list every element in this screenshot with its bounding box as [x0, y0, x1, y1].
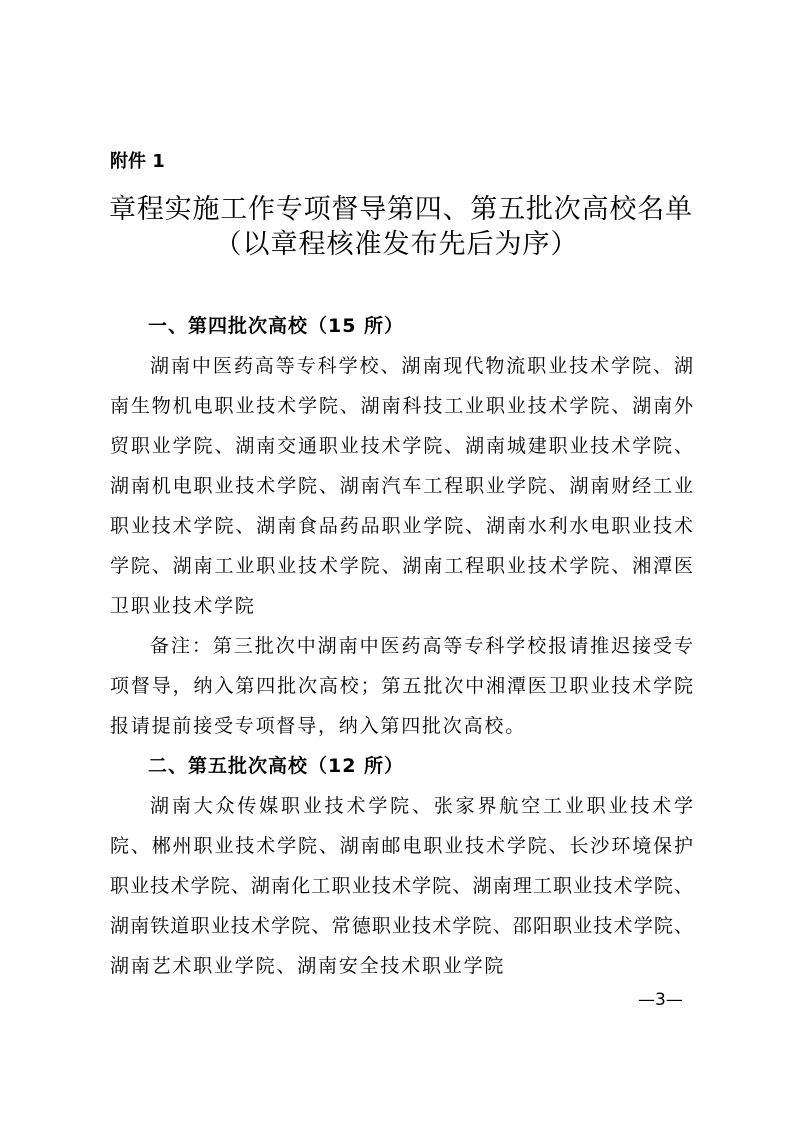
paragraph-line: 湖南艺术职业学院、湖南安全技术职业学院	[110, 955, 506, 977]
paragraph-line: 湖南大众传媒职业技术学院、张家界航空工业职业技术学	[150, 795, 693, 817]
attachment-label: 附件 1	[110, 151, 165, 172]
document-subtitle: （以章程核准发布先后为序）	[214, 229, 579, 260]
paragraph-line: 湖南铁道职业技术学院、常德职业技术学院、邵阳职业技术学院、	[110, 915, 693, 937]
note-line: 备注：第三批次中湖南中医药高等专科学校报请推迟接受专	[150, 635, 693, 657]
note-line: 报请提前接受专项督导，纳入第四批次高校。	[110, 715, 527, 737]
section-heading-batch-5: 二、第五批次高校（12 所）	[148, 755, 405, 777]
paragraph-line: 职业技术学院、湖南化工职业技术学院、湖南理工职业技术学院、	[110, 875, 693, 897]
paragraph-line: 学院、湖南工业职业技术学院、湖南工程职业技术学院、湘潭医	[110, 555, 693, 577]
paragraph-line: 湖南机电职业技术学院、湖南汽车工程职业学院、湖南财经工业	[110, 475, 693, 497]
section-heading-batch-4: 一、第四批次高校（15 所）	[148, 315, 405, 337]
paragraph-line: 南生物机电职业技术学院、湖南科技工业职业技术学院、湖南外	[110, 395, 693, 417]
page-number: —3—	[638, 990, 683, 1010]
paragraph-line: 卫职业技术学院	[110, 595, 256, 617]
document-title: 章程实施工作专项督导第四、第五批次高校名单	[109, 194, 692, 225]
paragraph-line: 院、郴州职业技术学院、湖南邮电职业技术学院、长沙环境保护	[110, 835, 693, 857]
paragraph-line: 职业技术学院、湖南食品药品职业学院、湖南水利水电职业技术	[110, 515, 693, 537]
paragraph-line: 湖南中医药高等专科学校、湖南现代物流职业技术学院、湖	[150, 355, 693, 377]
note-line: 项督导，纳入第四批次高校；第五批次中湘潭医卫职业技术学院	[110, 675, 693, 697]
paragraph-line: 贸职业学院、湖南交通职业技术学院、湖南城建职业技术学院、	[110, 435, 693, 457]
document-body	[110, 306, 693, 986]
